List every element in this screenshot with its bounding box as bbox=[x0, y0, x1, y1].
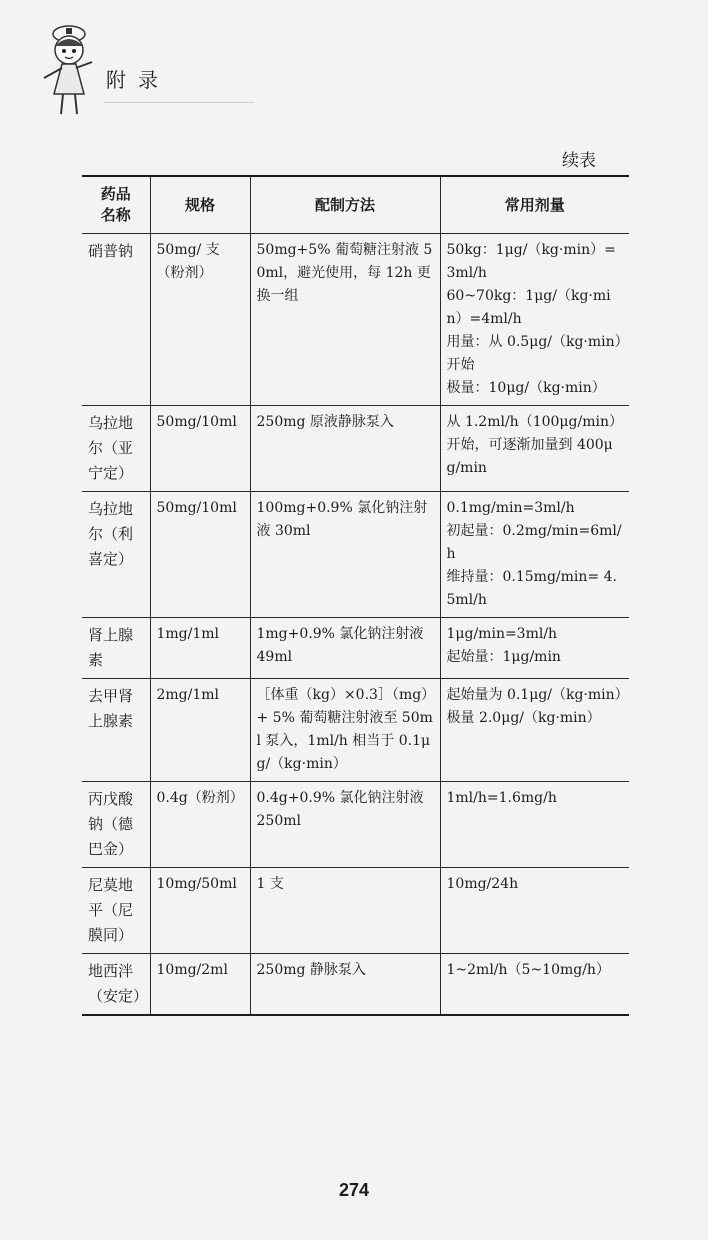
spec-cell bbox=[150, 954, 250, 1016]
column-header-name bbox=[82, 176, 150, 234]
table-row bbox=[82, 618, 629, 679]
drug-name-cell bbox=[82, 954, 150, 1016]
table-row bbox=[82, 406, 629, 492]
dosage-cell-line: 从 1.2ml/h（100μg/min）开始，可逐渐加量到 400μg/min bbox=[446, 414, 623, 476]
preparation-cell: 1 支 bbox=[250, 868, 440, 954]
drug-name-cell-line: 乌拉地 bbox=[88, 500, 134, 518]
drug-name-cell bbox=[82, 618, 150, 679]
dosage-cell-line: 50kg：1μg/（kg·min）= 3ml/h bbox=[446, 242, 616, 281]
spec-cell bbox=[150, 492, 250, 618]
spec-cell-line: 2mg/1ml bbox=[156, 687, 220, 703]
spec-cell-line: 50mg/10ml bbox=[156, 414, 237, 430]
drug-name-cell bbox=[82, 492, 150, 618]
dosage-cell-line: 极量：10μg/（kg·min） bbox=[446, 380, 606, 396]
spec-cell-line: （粉剂） bbox=[156, 265, 213, 281]
drug-name-cell-line: （安定） bbox=[88, 987, 149, 1005]
drug-name-cell-line: 硝普钠 bbox=[88, 242, 134, 260]
preparation-cell: 250mg 原液静脉泵入 bbox=[250, 406, 440, 492]
drug-name-cell-line: 肾上腺 bbox=[88, 626, 134, 644]
dosage-cell-line: 60~70kg：1μg/（kg·min）=4ml/h bbox=[446, 288, 611, 327]
dosage-cell bbox=[440, 492, 629, 618]
dosage-cell-line: 10mg/24h bbox=[446, 876, 519, 892]
column-header-dosage: 常用剂量 bbox=[440, 176, 629, 234]
drug-name-cell-line: 素 bbox=[88, 651, 104, 669]
drug-name-cell bbox=[82, 406, 150, 492]
table-header-row bbox=[82, 176, 629, 234]
spec-cell bbox=[150, 679, 250, 782]
dosage-cell bbox=[440, 406, 629, 492]
dosage-cell-line: 1~2ml/h（5~10mg/h） bbox=[446, 962, 610, 978]
table-row bbox=[82, 234, 629, 406]
dosage-cell bbox=[440, 234, 629, 406]
drug-name-cell-line: 尔（亚 bbox=[88, 439, 134, 457]
drug-name-cell-line: 宁定） bbox=[88, 464, 134, 482]
column-header-preparation: 配制方法 bbox=[250, 176, 440, 234]
table-row bbox=[82, 868, 629, 954]
table-row bbox=[82, 954, 629, 1016]
dosage-cell-line: 用量：从 0.5μg/（kg·min）开始 bbox=[446, 334, 622, 373]
spec-cell bbox=[150, 234, 250, 406]
dosage-cell bbox=[440, 868, 629, 954]
column-header-spec: 规格 bbox=[150, 176, 250, 234]
preparation-cell: 250mg 静脉泵入 bbox=[250, 954, 440, 1016]
dosage-cell bbox=[440, 618, 629, 679]
table-continued-label: 续表 bbox=[562, 151, 596, 171]
dosage-cell-line: 0.1mg/min=3ml/h bbox=[446, 500, 575, 516]
spec-cell-line: 50mg/10ml bbox=[156, 500, 237, 516]
table-row bbox=[82, 492, 629, 618]
drug-name-cell-line: 乌拉地 bbox=[88, 414, 134, 432]
drug-name-cell-line: 尼莫地 bbox=[88, 876, 134, 894]
drug-name-cell-line: 丙戊酸 bbox=[88, 790, 134, 808]
section-title: 附录 bbox=[106, 68, 170, 92]
nurse-mascot-icon bbox=[38, 22, 100, 118]
preparation-cell: 0.4g+0.9% 氯化钠注射液 250ml bbox=[250, 782, 440, 868]
dosage-cell-line: 1ml/h=1.6mg/h bbox=[446, 790, 557, 806]
table-row bbox=[82, 782, 629, 868]
preparation-cell: ［体重（kg）×0.3］（mg）+ 5% 葡萄糖注射液至 50ml 泵入，1ml/h 相当于 0.1μg/（kg·min） bbox=[250, 679, 440, 782]
dosage-cell-line: 起始量：1μg/min bbox=[446, 649, 561, 665]
drug-name-cell bbox=[82, 679, 150, 782]
drug-name-cell bbox=[82, 782, 150, 868]
drug-name-cell-line: 去甲肾 bbox=[88, 687, 134, 705]
dosage-cell bbox=[440, 782, 629, 868]
dosage-cell-line: 极量 2.0μg/（kg·min） bbox=[446, 710, 601, 726]
drug-name-cell-line: 巴金） bbox=[88, 840, 134, 858]
dosage-cell bbox=[440, 679, 629, 782]
dosage-cell-line: 1μg/min=3ml/h bbox=[446, 626, 558, 642]
spec-cell-line: 1mg/1ml bbox=[156, 626, 220, 642]
drug-name-cell bbox=[82, 868, 150, 954]
header-divider bbox=[104, 102, 254, 103]
preparation-cell: 1mg+0.9% 氯化钠注射液 49ml bbox=[250, 618, 440, 679]
spec-cell-line: 10mg/50ml bbox=[156, 876, 237, 892]
spec-cell bbox=[150, 618, 250, 679]
preparation-cell: 50mg+5% 葡萄糖注射液 50ml，避光使用，每 12h 更换一组 bbox=[250, 234, 440, 406]
page-number: 274 bbox=[338, 1180, 370, 1200]
dosage-cell-line: 起始量为 0.1μg/（kg·min） bbox=[446, 687, 629, 703]
column-header-name-line: 名称 bbox=[100, 206, 131, 224]
spec-cell-line: 50mg/ 支 bbox=[156, 242, 220, 258]
drug-name-cell-line: 平（尼 bbox=[88, 901, 134, 919]
drug-name-cell-line: 上腺素 bbox=[88, 712, 134, 730]
spec-cell bbox=[150, 406, 250, 492]
drug-name-cell bbox=[82, 234, 150, 406]
drug-name-cell-line: 喜定） bbox=[88, 550, 134, 568]
spec-cell-line: 10mg/2ml bbox=[156, 962, 228, 978]
column-header-name-line: 药品 bbox=[100, 185, 131, 203]
drug-name-cell-line: 地西泮 bbox=[88, 962, 134, 980]
spec-cell-line: 0.4g（粉剂） bbox=[156, 790, 244, 806]
preparation-cell: 100mg+0.9% 氯化钠注射液 30ml bbox=[250, 492, 440, 618]
drug-name-cell-line: 钠（德 bbox=[88, 815, 134, 833]
table-row bbox=[82, 679, 629, 782]
drug-name-cell-line: 尔（利 bbox=[88, 525, 134, 543]
spec-cell bbox=[150, 868, 250, 954]
spec-cell bbox=[150, 782, 250, 868]
dosage-cell-line: 初起量：0.2mg/min=6ml/h bbox=[446, 523, 622, 562]
dosage-cell bbox=[440, 954, 629, 1016]
drug-dosage-table bbox=[82, 175, 629, 1016]
dosage-cell-line: 维持量：0.15mg/min= 4.5ml/h bbox=[446, 569, 617, 608]
drug-name-cell-line: 膜同） bbox=[88, 926, 134, 944]
